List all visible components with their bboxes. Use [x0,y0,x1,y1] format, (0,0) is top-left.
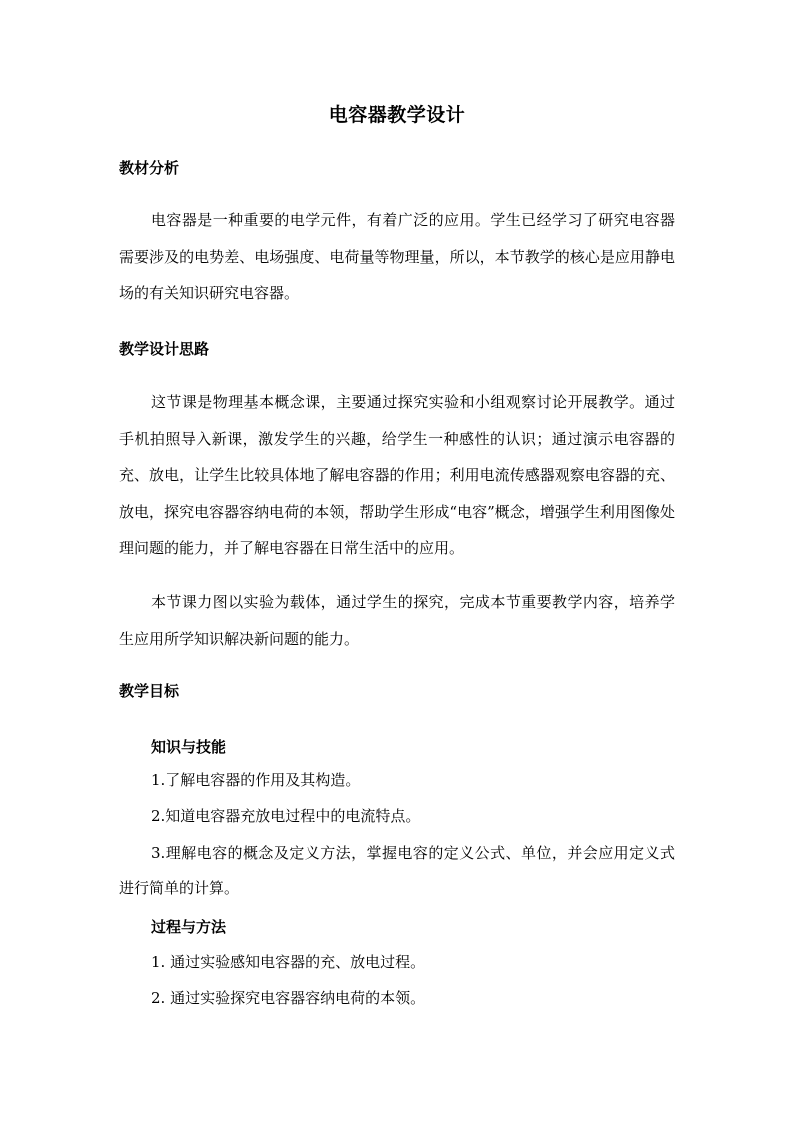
section-heading-goals: 教学目标 [119,682,180,700]
design-paragraph-2: 本节课力图以实验为载体，通过学生的探究，完成本节重要教学内容，培养学生应用所学知识解决新问题的能力。 [119,593,675,648]
subheading-process: 过程与方法 [151,918,227,936]
knowledge-item-3: 3.理解电容的概念及定义方法，掌握电容的定义公式、单位，并会应用定义式进行简单的计算。 [119,844,675,897]
section-heading-design: 教学设计思路 [119,340,210,358]
analysis-paragraph: 电容器是一种重要的电学元件，有着广泛的应用。学生已经学习了研究电容器需要涉及的电势差、电场强度、电荷量等物理量，所以，本节教学的核心是应用静电场的有关知识研究电容器。 [119,211,675,302]
process-item-2: 2. 通过实验探究电容器容纳电荷的本领。 [151,989,426,1007]
document-title: 电容器教学设计 [328,104,466,126]
subheading-knowledge: 知识与技能 [151,738,227,756]
design-paragraph-1: 这节课是物理基本概念课，主要通过探究实验和小组观察讨论开展教学。通过手机拍照导入新课，激发学生的兴趣，给学生一种感性的认识；通过演示电容器的充、放电，让学生比较具体地了解电容器的作用；利用电流传感器观察电容器的充、放电，探究电容器容纳电荷的本领，帮助学生形成“电容”概念，增强学生利用图像处理问题的能力，并了解电容器在日常生活中的应用。 [119,393,675,557]
section-heading-analysis: 教材分析 [119,159,180,177]
knowledge-item-1: 1.了解电容器的作用及其构造。 [151,771,361,789]
process-item-1: 1. 通过实验感知电容器的充、放电过程。 [151,953,426,971]
knowledge-item-2: 2.知道电容器充放电过程中的电流特点。 [151,807,421,825]
